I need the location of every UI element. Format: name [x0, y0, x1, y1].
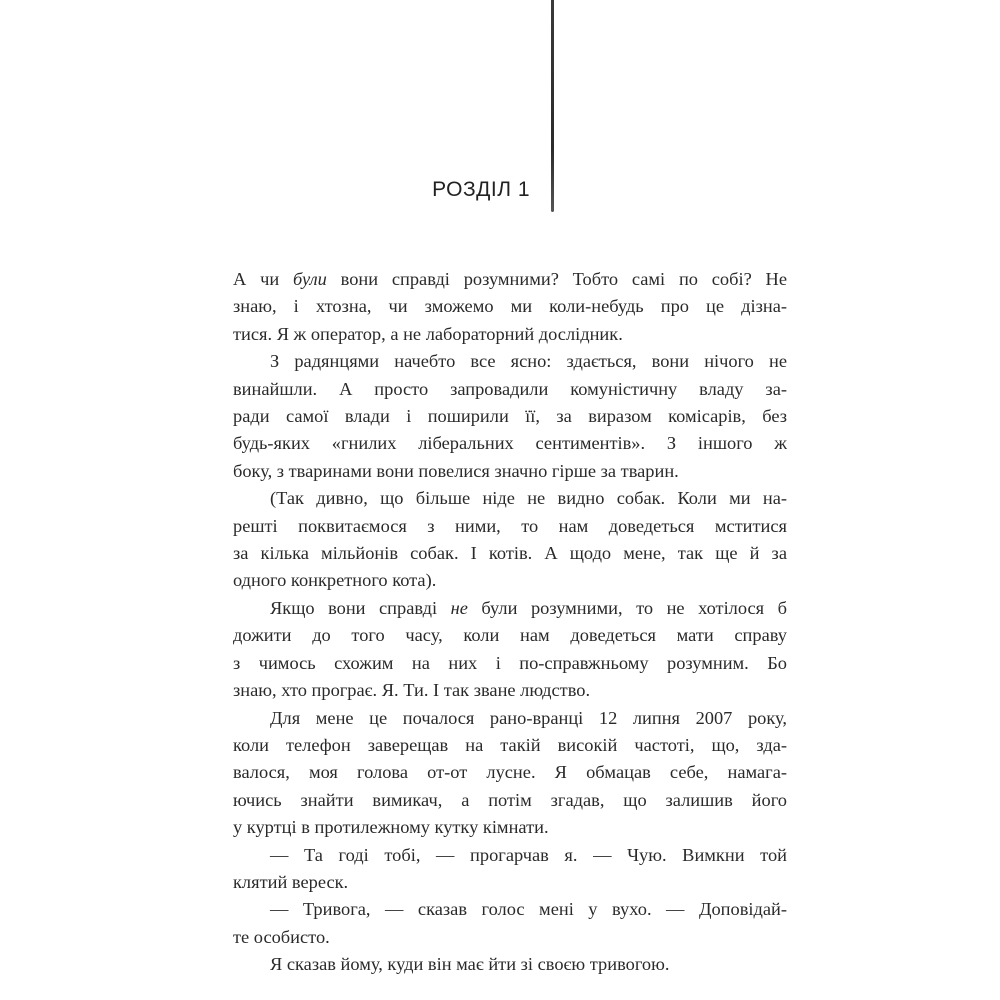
text-run: валося, моя голова от-от лусне. Я обмацав себе, намага-: [233, 762, 787, 783]
text-line: [233, 759, 787, 786]
text-line: [233, 732, 787, 759]
text-run: дожити до того часу, коли нам доведеться мати справу: [233, 625, 787, 646]
text-run: (Так дивно, що більше ніде не видно собак. Коли ми на-: [270, 488, 787, 509]
text-line: [233, 595, 787, 622]
text-run: ючись знайти вимикач, а потім згадав, що залишив його: [233, 789, 787, 810]
paragraph: [233, 266, 787, 348]
text-line: [233, 787, 787, 814]
text-run: у куртці в протилежному кутку кімнати.: [233, 817, 549, 838]
text-line: [233, 348, 787, 375]
text-run: решті поквитаємося з ними, то нам доведеться мститися: [233, 515, 787, 536]
text-run: знаю, і хтозна, чи зможемо ми коли-небудь про це дізна-: [233, 296, 787, 317]
text-line: [233, 814, 787, 841]
text-line: [233, 869, 787, 896]
text-line: [233, 403, 787, 430]
text-line: [233, 458, 787, 485]
text-line: [233, 485, 787, 512]
chapter-text: [233, 266, 787, 979]
text-line: [233, 376, 787, 403]
paragraph: [233, 705, 787, 842]
text-line: [233, 622, 787, 649]
emphasis-run: не: [450, 597, 468, 618]
paragraph: [233, 951, 787, 978]
text-run: тися. Я ж оператор, а не лабораторний дослідник.: [233, 323, 623, 344]
text-line: [233, 705, 787, 732]
text-line: [233, 430, 787, 457]
text-line: [233, 321, 787, 348]
text-line: [233, 266, 787, 293]
text-run: знаю, хто програє. Я. Ти. І так зване людство.: [233, 680, 591, 701]
text-run: боку, з тваринами вони повелися значно гірше за тварин.: [233, 460, 679, 481]
text-run: коли телефон заверещав на такій високій частоті, що, зда-: [233, 734, 787, 755]
emphasis-run: були: [292, 269, 327, 289]
text-run: А чи: [233, 269, 293, 289]
text-run: винайшли. А просто запровадили комуністичну владу за-: [233, 378, 787, 399]
chapter-heading: РОЗДІЛ 1: [432, 178, 530, 201]
paragraph: [233, 842, 787, 897]
paragraph: [233, 485, 787, 595]
text-line: [233, 951, 787, 978]
text-run: Я сказав йому, куди він має йти зі своєю тривогою.: [270, 954, 670, 975]
text-run: — Та годі тобі, — прогарчав я. — Чую. Вимкни той: [270, 844, 787, 865]
text-run: одного конкретного кота).: [233, 570, 437, 591]
text-run: вони справді розумними? Тобто самі по собі? Не: [326, 269, 787, 289]
text-line: [233, 650, 787, 677]
text-line: [233, 513, 787, 540]
text-run: З радянцями начебто все ясно: здається, вони нічого не: [270, 351, 787, 372]
text-run: клятий вереск.: [233, 871, 349, 892]
text-line: [233, 896, 787, 923]
text-run: — Тривога, — сказав голос мені у вухо. — Доповідай-: [270, 899, 787, 920]
text-line: [233, 540, 787, 567]
text-run: Якщо вони справді: [270, 597, 451, 618]
text-run: будь-яких «гнилих ліберальних сентиментів». З іншого ж: [233, 433, 787, 454]
text-run: за кілька мільйонів собак. І котів. А щодо мене, так ще й за: [233, 543, 787, 564]
text-run: те особисто.: [233, 926, 330, 947]
text-run: Для мене це почалося рано-вранці 12 липня 2007 року,: [270, 707, 787, 728]
text-line: [233, 293, 787, 320]
bookmark-ribbon: [551, 0, 554, 212]
paragraph: [233, 896, 787, 951]
paragraph: [233, 348, 787, 485]
text-run: були розумними, то не хотілося б: [467, 597, 787, 618]
text-line: [233, 924, 787, 951]
text-line: [233, 842, 787, 869]
text-line: [233, 677, 787, 704]
paragraph: [233, 595, 787, 705]
text-run: з чимось схожим на них і по-справжньому розумним. Бо: [233, 652, 787, 673]
text-line: [233, 567, 787, 594]
text-run: ради самої влади і поширили її, за виразом комісарів, без: [233, 406, 787, 427]
